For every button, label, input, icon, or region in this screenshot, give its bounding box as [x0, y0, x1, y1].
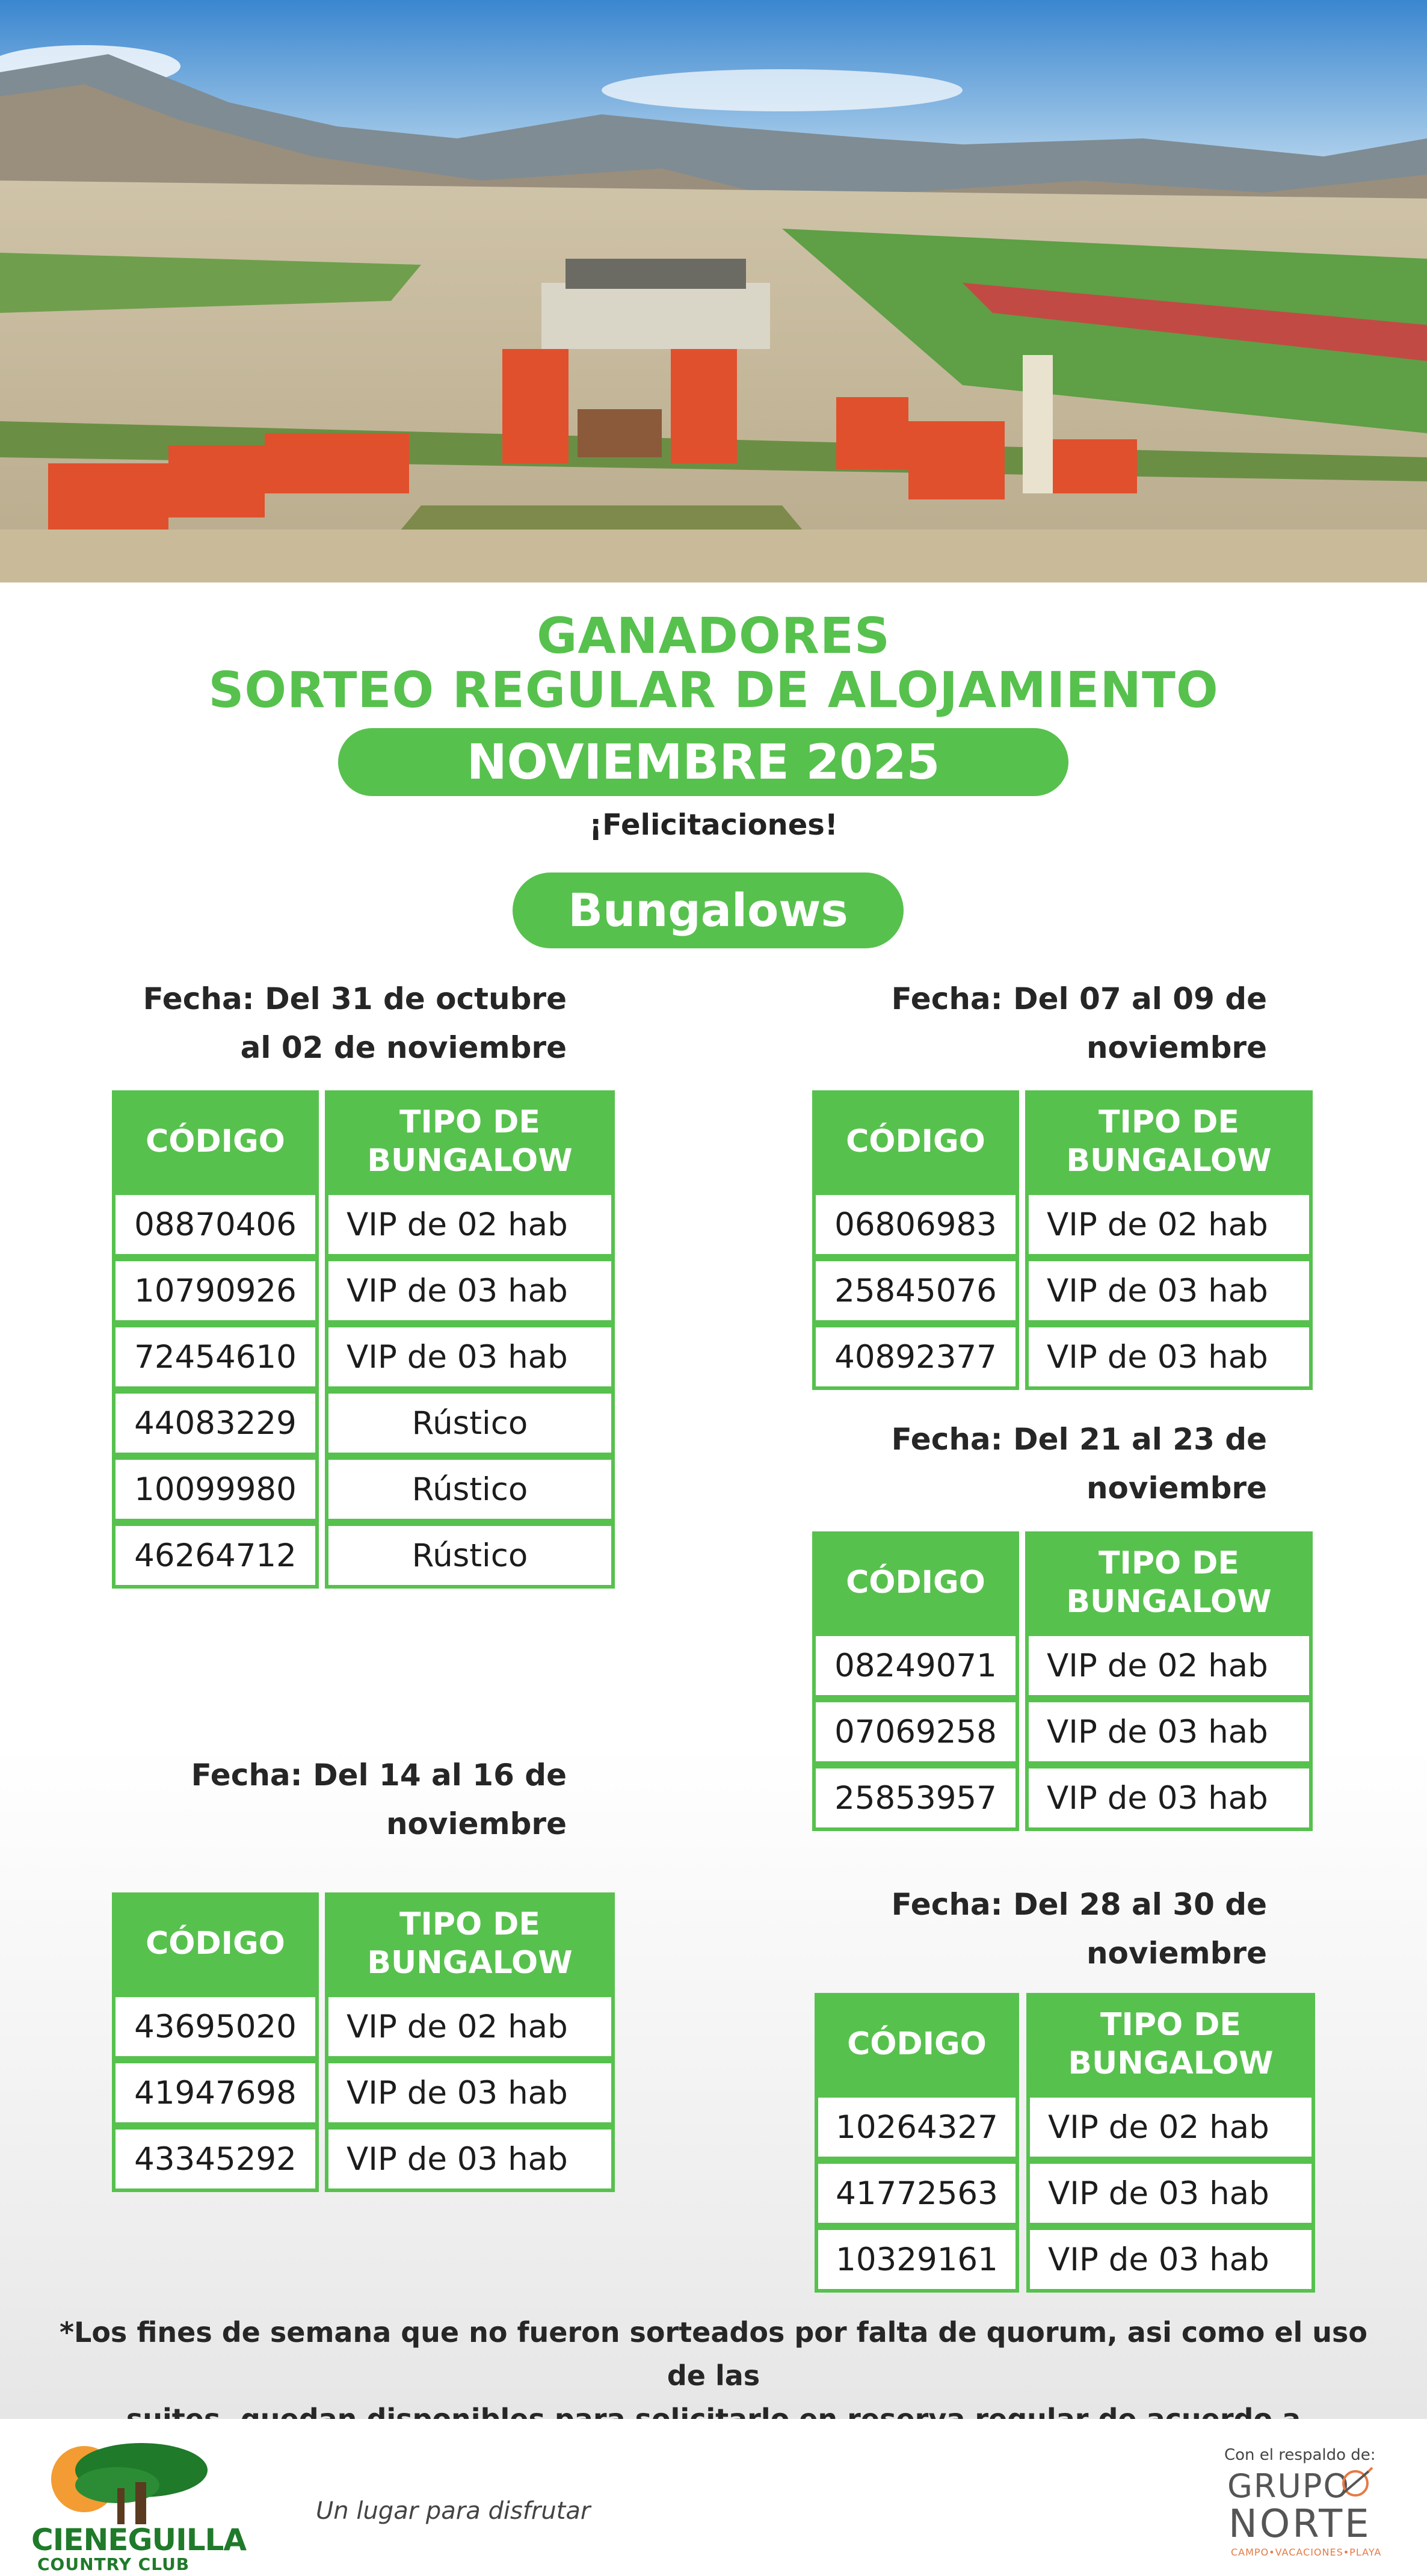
- type-cell: VIP de 02 hab: [1025, 1191, 1313, 1258]
- type-cell: VIP de 02 hab: [1026, 2094, 1315, 2160]
- type-cell: VIP de 03 hab: [325, 2126, 615, 2192]
- code-cell: 40892377: [812, 1324, 1019, 1390]
- code-cell: 41947698: [112, 2060, 319, 2126]
- type-cell: VIP de 03 hab: [1026, 2160, 1315, 2226]
- type-cell: Rústico: [325, 1390, 615, 1456]
- code-header: CÓDIGO: [815, 1993, 1019, 2095]
- slogan: Un lugar para disfrutar: [316, 2497, 591, 2525]
- code-cell: 43345292: [112, 2126, 319, 2192]
- type-cell: VIP de 03 hab: [325, 1258, 615, 1324]
- code-cell: 10329161: [815, 2226, 1019, 2293]
- type-header: TIPO DE BUNGALOW: [325, 1090, 615, 1193]
- code-cell: 25845076: [812, 1258, 1019, 1324]
- grupo-norte-tagline: CAMPO•VACACIONES•PLAYA: [1231, 2547, 1382, 2558]
- plane-icon: [1339, 2464, 1375, 2500]
- type-header: TIPO DE BUNGALOW: [1026, 1993, 1315, 2095]
- type-cell: VIP de 03 hab: [1026, 2226, 1315, 2293]
- draw-date: Fecha: Del 14 al 16 de noviembre: [191, 1758, 567, 1841]
- grupo-norte-logo-line1: GRUPO: [1227, 2467, 1350, 2505]
- code-cell: 10264327: [815, 2094, 1019, 2160]
- code-cell: 46264712: [112, 1522, 319, 1589]
- type-cell: VIP de 03 hab: [325, 2060, 615, 2126]
- code-header: CÓDIGO: [812, 1531, 1019, 1634]
- type-cell: VIP de 03 hab: [1025, 1324, 1313, 1390]
- type-cell: VIP de 03 hab: [1025, 1765, 1313, 1831]
- cieneguilla-logo-name: CIENEGUILLA: [31, 2522, 247, 2557]
- code-header: CÓDIGO: [112, 1892, 319, 1995]
- cieneguilla-logo-sub: COUNTRY CLUB: [37, 2554, 190, 2574]
- code-cell: 10790926: [112, 1258, 319, 1324]
- type-cell: VIP de 03 hab: [1025, 1699, 1313, 1765]
- backing-label: Con el respaldo de:: [1224, 2446, 1376, 2464]
- draw-date: Fecha: Del 28 al 30 de noviembre: [891, 1887, 1267, 1971]
- code-cell: 06806983: [812, 1191, 1019, 1258]
- congrats-text: ¡Felicitaciones!: [589, 808, 838, 842]
- type-cell: VIP de 02 hab: [325, 1191, 615, 1258]
- type-cell: Rústico: [325, 1456, 615, 1522]
- title-raffle: SORTEO REGULAR DE ALOJAMIENTO: [208, 662, 1219, 719]
- code-cell: 43695020: [112, 1994, 319, 2060]
- type-cell: VIP de 02 hab: [1025, 1632, 1313, 1699]
- code-cell: 08249071: [812, 1632, 1019, 1699]
- type-header: TIPO DE BUNGALOW: [1025, 1090, 1313, 1193]
- month-badge: NOVIEMBRE 2025: [338, 728, 1068, 796]
- type-cell: VIP de 03 hab: [1025, 1258, 1313, 1324]
- type-header: TIPO DE BUNGALOW: [1025, 1531, 1313, 1634]
- code-cell: 25853957: [812, 1765, 1019, 1831]
- type-cell: Rústico: [325, 1522, 615, 1589]
- code-cell: 10099980: [112, 1456, 319, 1522]
- type-header: TIPO DE BUNGALOW: [325, 1892, 615, 1995]
- hero-photo: [0, 0, 1427, 582]
- draw-date: Fecha: Del 21 al 23 de noviembre: [891, 1422, 1267, 1506]
- category-badge: Bungalows: [513, 873, 904, 948]
- type-cell: VIP de 02 hab: [325, 1994, 615, 2060]
- draw-date: Fecha: Del 07 al 09 de noviembre: [891, 981, 1267, 1065]
- code-cell: 08870406: [112, 1191, 319, 1258]
- code-cell: 44083229: [112, 1390, 319, 1456]
- title-winners: GANADORES: [537, 608, 890, 665]
- draw-date: Fecha: Del 31 de octubre al 02 de noviembre: [143, 981, 567, 1065]
- code-cell: 72454610: [112, 1324, 319, 1390]
- availability-note: *Los fines de semana que no fueron sorteados por falta de quorum, asi como el uso de las: [59, 2316, 1368, 2392]
- code-header: CÓDIGO: [812, 1090, 1019, 1193]
- code-cell: 07069258: [812, 1699, 1019, 1765]
- code-header: CÓDIGO: [112, 1090, 319, 1193]
- code-cell: 41772563: [815, 2160, 1019, 2226]
- grupo-norte-logo-line2: NORTE: [1228, 2502, 1372, 2547]
- type-cell: VIP de 03 hab: [325, 1324, 615, 1390]
